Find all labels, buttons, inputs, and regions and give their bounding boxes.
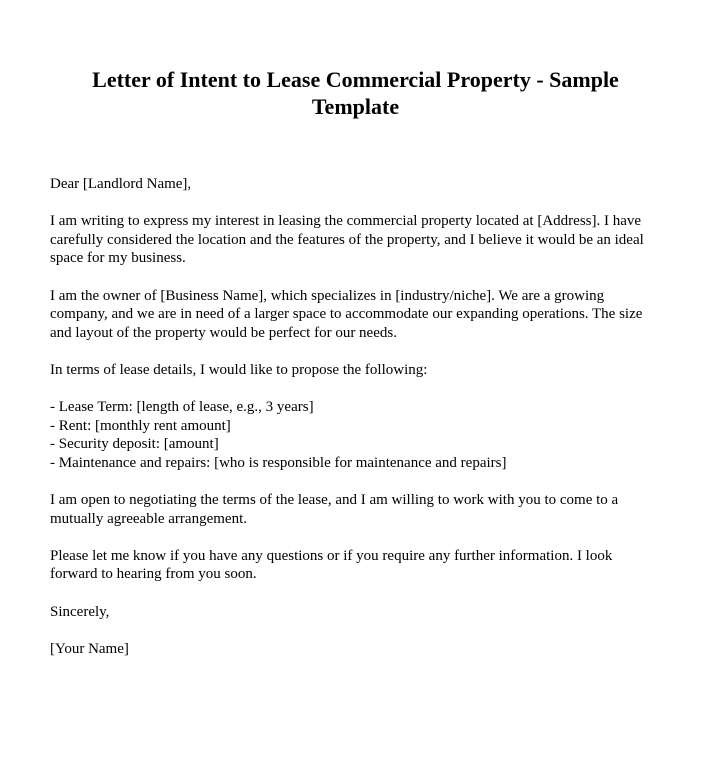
title-line-2: Template [311,94,400,119]
lease-term-item: - Security deposit: [amount] [50,436,219,453]
closing: Sincerely, [50,603,110,620]
paragraph-negotiation: I am open to negotiating the terms of the lease, and I am willing to work with you to come to a mutually agreeable arrangement. [50,492,619,527]
document-title [40,66,671,120]
paragraph-interest: I am writing to express my interest in leasing the commercial property located at [Address]. I have carefully considered the location and the features of the property, and I believe it would be an ideal space for my business. [50,213,644,267]
lease-term-item: - Lease Term: [length of lease, e.g., 3 years] [50,399,314,416]
title-line-1: Letter of Intent to Lease Commercial Property - Sample [92,67,619,92]
paragraph-business: I am the owner of [Business Name], which specializes in [industry/niche]. We are a growing company, and we are in need of a larger space to accommodate our expanding operations. The size and layout of the property would be perfect for our needs. [50,287,643,341]
lease-term-item: - Maintenance and repairs: [who is responsible for maintenance and repairs] [50,454,507,471]
paragraph-lease-intro: In terms of lease details, I would like to propose the following: [50,361,428,378]
lease-terms-list [50,398,661,472]
letter-body [50,175,661,677]
signature-placeholder: [Your Name] [50,640,129,657]
salutation: Dear [Landlord Name], [50,176,192,192]
lease-term-item: - Rent: [monthly rent amount] [50,417,231,434]
paragraph-questions: Please let me know if you have any questions or if you require any further information. I look forward to hearing from you soon. [50,547,613,583]
